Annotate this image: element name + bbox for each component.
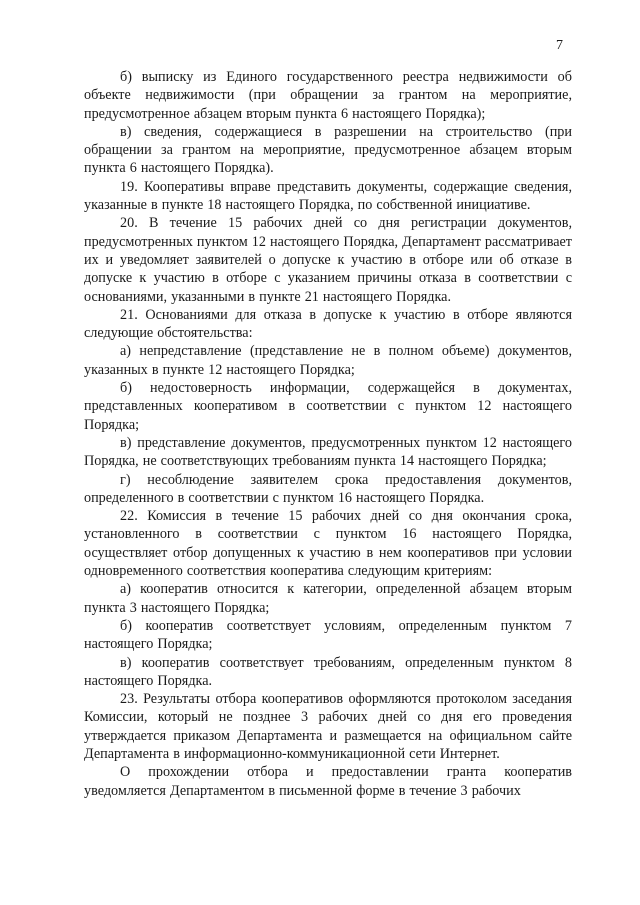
paragraph-22: 22. Комиссия в течение 15 рабочих дней со дня окончания срока, установленного в соответствии с пунктом 16 настоящего Порядка, осуществляет отбор допущенных к участию в нем кооперативов при условии одновременного соответствия кооператива следующим критериям:	[84, 508, 572, 580]
paragraph-18v: в) сведения, содержащиеся в разрешении на строительство (при обращении за грантом на мероприятие, предусмотренное абзацем вторым пункта 6 настоящего Порядка).	[84, 123, 572, 177]
paragraph-20: 20. В течение 15 рабочих дней со дня регистрации документов, предусмотренных пунктом 12 настоящего Порядка, Департамент рассматривает их и уведомляет заявителей о допуске к участию в отборе или об отказе в допуске к участию в отборе с указанием причины отказа в соответствии с основаниями, указанными в пункте 21 настоящего Порядка.	[84, 215, 573, 305]
paragraph-21v: в) представление документов, предусмотренных пунктом 12 настоящего Порядка, не соответствующих требованиям пункта 14 настоящего Порядка;	[84, 434, 572, 470]
paragraph-19: 19. Кооперативы вправе представить документы, содержащие сведения, указанные в пункте 18 настоящего Порядка, по собственной инициативе.	[84, 178, 572, 214]
page-number: 7	[556, 38, 563, 53]
paragraph-21a: а) непредставление (представление не в полном объеме) документов, указанных в пункте 12 настоящего Порядка;	[84, 343, 572, 378]
paragraph-21b: б) недостоверность информации, содержащейся в документах, представленных кооперативом в соответствии с пунктом 12 настоящего Порядка;	[84, 380, 572, 433]
paragraph-21g: г) несоблюдение заявителем срока предоставления документов, определенного в соответствии с пунктом 16 настоящего Порядка.	[84, 471, 572, 506]
paragraph-23: 23. Результаты отбора кооперативов оформляются протоколом заседания Комиссии, который не позднее 3 рабочих дней со дня его проведения утверждается приказом Департамента и размещается на официальном сайте Департамента в информационно-коммуникационной сети Интернет.	[84, 691, 572, 762]
paragraph-21: 21. Основаниями для отказа в допуске к участию в отборе являются следующие обстоятельства:	[84, 306, 572, 342]
paragraph-23-notice: О прохождении отбора и предоставлении гранта кооператив уведомляется Департаментом в письменной форме в течение 3 рабочих	[84, 764, 572, 799]
paragraph-22a: а) кооператив относится к категории, определенной абзацем вторым пункта 3 настоящего Порядка;	[84, 581, 572, 616]
paragraph-22b: б) кооператив соответствует условиям, определенным пунктом 7 настоящего Порядка;	[84, 617, 572, 653]
paragraph-18b: б) выписку из Единого государственного реестра недвижимости об объекте недвижимости (при обращении за грантом на мероприятие, предусмотренное абзацем вторым пункта 6 настоящего Порядка);	[84, 69, 572, 122]
paragraph-22v: в) кооператив соответствует требованиям, определенным пунктом 8 настоящего Порядка.	[84, 654, 572, 689]
document-body	[84, 68, 572, 800]
